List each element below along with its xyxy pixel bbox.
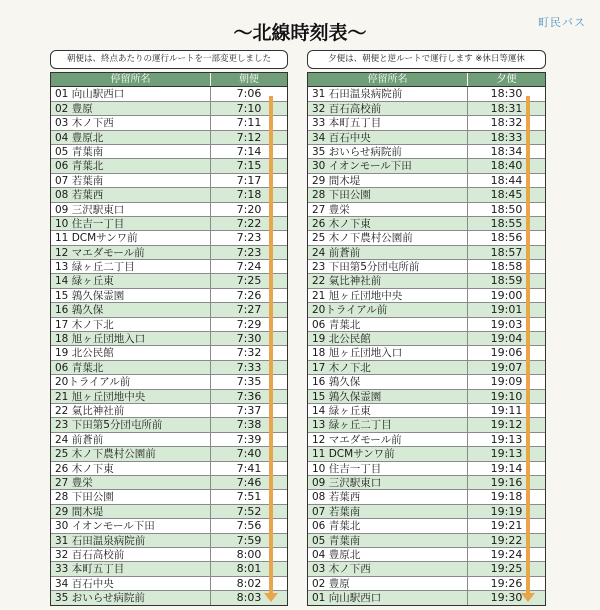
evening-stop-name: 03 木ノ下西 (308, 562, 468, 575)
evening-departure-time: 19:30 (490, 591, 523, 605)
morning-stop-name: 30 イオンモール下田 (51, 519, 211, 532)
morning-table-row (51, 433, 287, 447)
evening-stop-name: 29 間木堤 (308, 174, 468, 187)
evening-departure-time: 19:09 (490, 375, 523, 389)
evening-header-stop: 停留所名 (308, 73, 468, 86)
morning-stop-name: 35 おいらせ病院前 (51, 591, 211, 605)
evening-table-row (308, 577, 545, 591)
evening-departure-time: 18:32 (490, 116, 523, 130)
evening-table-row (308, 260, 545, 274)
evening-table-row (308, 217, 545, 231)
evening-departure-time: 18:31 (490, 101, 523, 115)
evening-table-row (308, 318, 545, 332)
evening-table-row (308, 131, 545, 145)
morning-table-row (51, 318, 287, 332)
morning-stop-name: 29 間木堤 (51, 505, 211, 518)
evening-table-row (308, 246, 545, 260)
evening-table-row (308, 591, 545, 605)
evening-stop-name: 09 三沢駅東口 (308, 476, 468, 489)
morning-departure-time: 7:10 (236, 101, 262, 115)
evening-departure-time: 18:44 (490, 173, 523, 187)
morning-table-row (51, 577, 287, 591)
evening-table-row (308, 404, 545, 418)
evening-stop-name: 01 向山駅西口 (308, 591, 468, 605)
evening-table-row (308, 519, 545, 533)
morning-grid (50, 72, 288, 606)
morning-table-row (51, 462, 287, 476)
evening-stop-name: 02 豊原 (308, 577, 468, 590)
morning-departure-time: 7:38 (236, 418, 262, 432)
morning-departure-time: 7:51 (236, 490, 262, 504)
morning-table-row (51, 87, 287, 101)
morning-stop-name: 03 木ノ下西 (51, 116, 211, 129)
morning-stop-name: 09 三沢駅東口 (51, 203, 211, 216)
morning-table-row (51, 159, 287, 173)
morning-table-row (51, 217, 287, 231)
morning-table-row (51, 361, 287, 375)
evening-stop-name: 20トライアル前 (308, 303, 468, 316)
evening-stop-name: 14 緑ヶ丘東 (308, 404, 468, 417)
morning-stop-name: 33 本町五丁目 (51, 562, 211, 575)
evening-table-row (308, 188, 545, 202)
evening-table-row (308, 505, 545, 519)
morning-table-row (51, 174, 287, 188)
morning-departure-time: 7:29 (236, 317, 262, 331)
morning-stop-name: 10 住吉一丁目 (51, 217, 211, 230)
morning-table-row (51, 490, 287, 504)
morning-departure-time: 7:15 (236, 159, 262, 173)
morning-table-row (51, 203, 287, 217)
morning-departure-time: 7:22 (236, 216, 262, 230)
evening-departure-time: 19:19 (490, 504, 523, 518)
morning-stop-name: 22 氣比神社前 (51, 404, 211, 417)
morning-table (50, 50, 288, 606)
morning-departure-time: 7:23 (236, 245, 262, 259)
morning-stop-name: 04 豊原北 (51, 131, 211, 144)
evening-departure-time: 19:24 (490, 547, 523, 561)
morning-stop-name: 07 若葉南 (51, 174, 211, 187)
morning-header-row (51, 73, 287, 87)
morning-stop-name: 21 旭ヶ丘団地中央 (51, 390, 211, 403)
evening-table-row (308, 289, 545, 303)
evening-header-time: 夕便 (496, 74, 517, 85)
morning-table-row (51, 274, 287, 288)
evening-header-row (308, 73, 545, 87)
evening-departure-time: 18:40 (490, 159, 523, 173)
page-title: 〜北線時刻表〜 (233, 22, 367, 44)
evening-departure-time: 19:13 (490, 447, 523, 461)
morning-departure-time: 8:01 (236, 562, 262, 576)
morning-table-row (51, 562, 287, 576)
evening-stop-name: 17 木ノ下北 (308, 361, 468, 374)
evening-stop-name: 18 旭ヶ丘団地入口 (308, 346, 468, 359)
morning-departure-time: 7:56 (236, 519, 262, 533)
evening-stop-name: 11 DCMサンワ前 (308, 447, 468, 460)
evening-departure-time: 19:11 (490, 403, 523, 417)
morning-table-row (51, 246, 287, 260)
morning-direction-arrow-icon (269, 96, 273, 594)
morning-table-row (51, 591, 287, 605)
morning-stop-name: 19 北公民館 (51, 346, 211, 359)
morning-table-row (51, 548, 287, 562)
evening-departure-time: 19:03 (490, 317, 523, 331)
morning-departure-time: 7:12 (236, 130, 262, 144)
morning-departure-time: 7:40 (236, 447, 262, 461)
morning-departure-time: 7:25 (236, 274, 262, 288)
morning-departure-time: 7:24 (236, 260, 262, 274)
evening-stop-name: 19 北公民館 (308, 332, 468, 345)
evening-departure-time: 18:55 (490, 216, 523, 230)
evening-table-row (308, 476, 545, 490)
morning-table-row (51, 332, 287, 346)
evening-stop-name: 31 石田温泉病院前 (308, 87, 468, 100)
evening-stop-name: 22 氣比神社前 (308, 274, 468, 287)
evening-table-row (308, 203, 545, 217)
evening-stop-name: 13 緑ヶ丘二丁目 (308, 418, 468, 431)
evening-stop-name: 07 若葉南 (308, 505, 468, 518)
morning-departure-time: 7:27 (236, 303, 262, 317)
morning-stop-name: 18 旭ヶ丘団地入口 (51, 332, 211, 345)
evening-table-row (308, 361, 545, 375)
evening-departure-time: 19:25 (490, 562, 523, 576)
evening-table-row (308, 462, 545, 476)
evening-departure-time: 19:04 (490, 332, 523, 346)
evening-departure-time: 18:56 (490, 231, 523, 245)
evening-stop-name: 24 前蒼前 (308, 246, 468, 259)
morning-stop-name: 15 鶉久保霊園 (51, 289, 211, 302)
morning-table-row (51, 289, 287, 303)
morning-table-row (51, 476, 287, 490)
evening-table-row (308, 231, 545, 245)
morning-departure-time: 7:37 (236, 403, 262, 417)
morning-stop-name: 14 緑ヶ丘東 (51, 274, 211, 287)
morning-stop-name: 20トライアル前 (51, 375, 211, 388)
morning-stop-name: 08 若葉西 (51, 188, 211, 201)
evening-stop-name: 33 本町五丁目 (308, 116, 468, 129)
evening-table-row (308, 274, 545, 288)
evening-table-row (308, 346, 545, 360)
morning-departure-time: 7:14 (236, 144, 262, 158)
morning-departure-time: 7:17 (236, 173, 262, 187)
morning-departure-time: 7:39 (236, 432, 262, 446)
morning-header-time: 朝便 (239, 74, 259, 85)
evening-direction-arrow-icon (526, 96, 530, 594)
morning-stop-name: 24 前蒼前 (51, 433, 211, 446)
evening-departure-time: 18:50 (490, 202, 523, 216)
evening-departure-time: 18:57 (490, 245, 523, 259)
evening-departure-time: 19:06 (490, 346, 523, 360)
evening-stop-name: 23 下田第5分団屯所前 (308, 260, 468, 273)
evening-departure-time: 19:26 (490, 576, 523, 590)
evening-table-row (308, 548, 545, 562)
morning-table-row (51, 102, 287, 116)
evening-table-row (308, 303, 545, 317)
morning-stop-name: 11 DCMサンワ前 (51, 231, 211, 244)
morning-table-row (51, 231, 287, 245)
evening-table-row (308, 562, 545, 576)
morning-stop-name: 13 緑ヶ丘二丁目 (51, 260, 211, 273)
evening-stop-name: 10 住吉一丁目 (308, 462, 468, 475)
morning-departure-time: 7:36 (236, 389, 262, 403)
morning-stop-name: 25 木ノ下農村公園前 (51, 447, 211, 460)
evening-table-row (308, 159, 545, 173)
evening-departure-time: 18:33 (490, 130, 523, 144)
morning-table-row (51, 346, 287, 360)
morning-table-row (51, 260, 287, 274)
morning-table-row (51, 145, 287, 159)
morning-table-row (51, 418, 287, 432)
evening-table-row (308, 116, 545, 130)
morning-stop-name: 06 青葉北 (51, 361, 211, 374)
morning-stop-name: 05 青葉南 (51, 145, 211, 158)
morning-stop-name: 32 百石高校前 (51, 548, 211, 561)
morning-table-row (51, 188, 287, 202)
evening-table-row (308, 375, 545, 389)
evening-stop-name: 27 豊栄 (308, 203, 468, 216)
evening-stop-name: 26 木ノ下東 (308, 217, 468, 230)
evening-table-row (308, 145, 545, 159)
evening-table-row (308, 102, 545, 116)
morning-table-row (51, 505, 287, 519)
evening-departure-time: 19:18 (490, 490, 523, 504)
evening-stop-name: 05 青葉南 (308, 534, 468, 547)
morning-departure-time: 7:20 (236, 202, 262, 216)
morning-departure-time: 8:02 (236, 576, 262, 590)
morning-note: 朝便は、終点あたりの運行ルートを一部変更しました (50, 50, 288, 69)
evening-stop-name: 30 イオンモール下田 (308, 159, 468, 172)
morning-header-stop: 停留所名 (51, 73, 211, 86)
evening-stop-name: 28 下田公園 (308, 188, 468, 201)
morning-departure-time: 8:03 (236, 591, 262, 605)
evening-stop-name: 12 マエダモール前 (308, 433, 468, 446)
morning-stop-name: 02 豊原 (51, 102, 211, 115)
evening-note: 夕便は、朝便と逆ルートで運行します ※休日等運休 (307, 50, 546, 69)
morning-departure-time: 7:26 (236, 288, 262, 302)
morning-stop-name: 27 豊栄 (51, 476, 211, 489)
morning-stop-name: 17 木ノ下北 (51, 318, 211, 331)
evening-table-row (308, 390, 545, 404)
morning-departure-time: 7:32 (236, 346, 262, 360)
morning-stop-name: 28 下田公園 (51, 490, 211, 503)
evening-stop-name: 34 百石中央 (308, 131, 468, 144)
morning-departure-time: 7:35 (236, 375, 262, 389)
evening-table-row (308, 332, 545, 346)
evening-departure-time: 19:10 (490, 389, 523, 403)
morning-departure-time: 7:18 (236, 188, 262, 202)
morning-stop-name: 01 向山駅西口 (51, 87, 211, 100)
evening-stop-name: 06 青葉北 (308, 318, 468, 331)
morning-table-row (51, 131, 287, 145)
morning-stop-name: 34 百石中央 (51, 577, 211, 590)
morning-departure-time: 7:23 (236, 231, 262, 245)
morning-table-row (51, 375, 287, 389)
evening-stop-name: 15 鶉久保霊園 (308, 390, 468, 403)
evening-departure-time: 18:45 (490, 188, 523, 202)
evening-table-row (308, 174, 545, 188)
evening-table-row (308, 534, 545, 548)
evening-stop-name: 08 若葉西 (308, 490, 468, 503)
evening-departure-time: 19:14 (490, 461, 523, 475)
morning-table-row (51, 390, 287, 404)
evening-departure-time: 19:13 (490, 432, 523, 446)
corner-label: 町民バス (538, 16, 586, 29)
morning-departure-time: 7:59 (236, 533, 262, 547)
evening-stop-name: 16 鶉久保 (308, 375, 468, 388)
morning-stop-name: 23 下田第5分団屯所前 (51, 418, 211, 431)
evening-table-row (308, 433, 545, 447)
morning-departure-time: 7:11 (236, 116, 262, 130)
morning-stop-name: 16 鶉久保 (51, 303, 211, 316)
evening-stop-name: 21 旭ヶ丘団地中央 (308, 289, 468, 302)
morning-departure-time: 7:52 (236, 504, 262, 518)
evening-stop-name: 32 百石高校前 (308, 102, 468, 115)
evening-grid (307, 72, 546, 606)
morning-table-row (51, 404, 287, 418)
evening-departure-time: 19:22 (490, 533, 523, 547)
evening-departure-time: 18:34 (490, 144, 523, 158)
evening-departure-time: 18:59 (490, 274, 523, 288)
evening-table-row (308, 87, 545, 101)
evening-stop-name: 35 おいらせ病院前 (308, 145, 468, 158)
evening-stop-name: 04 豊原北 (308, 548, 468, 561)
evening-departure-time: 18:30 (490, 87, 523, 101)
evening-departure-time: 19:16 (490, 475, 523, 489)
morning-departure-time: 8:00 (236, 547, 262, 561)
morning-table-row (51, 519, 287, 533)
morning-stop-name: 26 木ノ下東 (51, 462, 211, 475)
evening-departure-time: 19:12 (490, 418, 523, 432)
morning-departure-time: 7:41 (236, 461, 262, 475)
morning-stop-name: 06 青葉北 (51, 159, 211, 172)
evening-departure-time: 19:01 (490, 303, 523, 317)
morning-departure-time: 7:46 (236, 475, 262, 489)
morning-table-row (51, 116, 287, 130)
morning-departure-time: 7:06 (236, 87, 262, 101)
morning-stop-name: 12 マエダモール前 (51, 246, 211, 259)
morning-table-row (51, 534, 287, 548)
evening-table-row (308, 418, 545, 432)
evening-departure-time: 19:07 (490, 360, 523, 374)
evening-departure-time: 18:58 (490, 260, 523, 274)
evening-table-row (308, 447, 545, 461)
evening-stop-name: 06 青葉北 (308, 519, 468, 532)
evening-departure-time: 19:21 (490, 519, 523, 533)
evening-stop-name: 25 木ノ下農村公園前 (308, 231, 468, 244)
evening-table (307, 50, 546, 606)
evening-departure-time: 19:00 (490, 288, 523, 302)
morning-departure-time: 7:30 (236, 332, 262, 346)
morning-departure-time: 7:33 (236, 360, 262, 374)
morning-stop-name: 31 石田温泉病院前 (51, 534, 211, 547)
evening-table-row (308, 490, 545, 504)
morning-table-row (51, 303, 287, 317)
morning-table-row (51, 447, 287, 461)
